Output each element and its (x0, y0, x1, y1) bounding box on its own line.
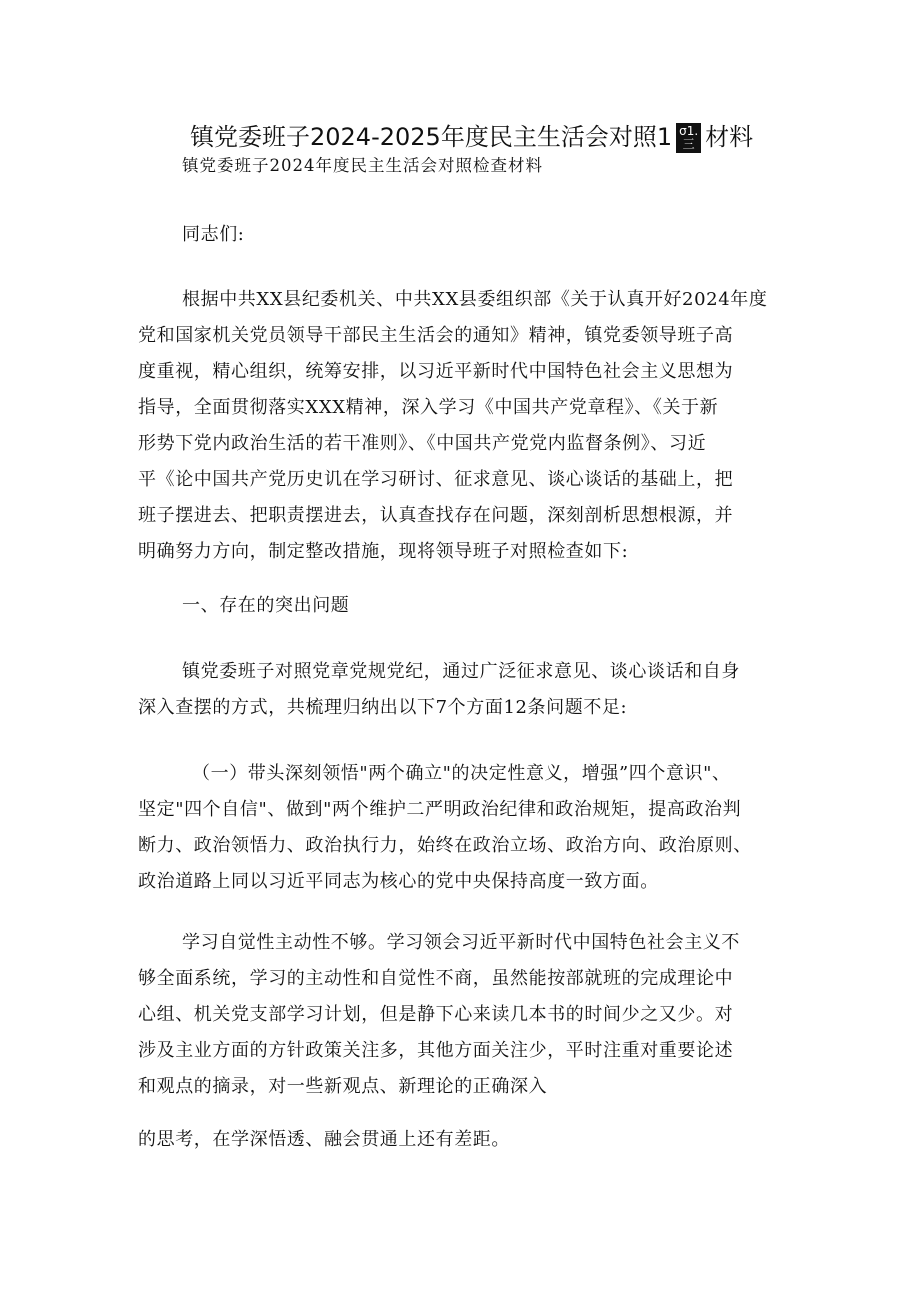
salutation: 同志们: (182, 224, 245, 245)
item-one-paragraph: （一）带头深刻领悟"两个确立"的决定性意义，增强”四个意识"、 坚定"四个自信"、做到"两个维护二严明政治纪律和政治规矩，提高政治判 断力、政治领悟力、政治执行力，始终在政治立场、政治方向、政治原则、 政治道路上同以习近平同志为核心的党中央保持高度一致方面。 (138, 763, 752, 892)
title-stamp: σ1. 三 (676, 123, 701, 153)
intro-paragraph: 根据中共XX县纪委机关、中共XX县委组织部《关于认真开好2024年度 党和国家机关党员领导干部民主生活会的通知》精神，镇党委领导班子高 度重视，精心组织，统筹安排，以习近平新时代中国特色社会主义思想为 指导，全面贯彻落实XXX精神，深入学习《中国共产党章程》、《关于新 形势下党内政治生活的若干准则》、《中国共产党党内监督条例》、习近 平《论中国共产党历史讥在学习研讨、征求意见、谈心谈话的基础上，把 班子摆进去、把职责摆进去，认真查找存在问题，深刻剖析思想根源，并 明确努力方向，制定整改措施，现将领导班子对照检查如下: (138, 289, 768, 562)
section-heading: 一、存在的突出问题 (182, 595, 350, 616)
title-text: 镇党委班子2024-2025年度民主生活会对照1 (190, 123, 673, 151)
continuation-paragraph: 的思考，在学深悟透、融会贯通上还有差距。 (138, 1129, 510, 1150)
summary-paragraph: 镇党委班子对照党章党规党纪，通过广泛征求意见、谈心谈话和自身 深入查摆的方式，共梳理归纳出以下7个方面12条问题不足: (138, 661, 740, 718)
document-subtitle: 镇党委班子2024年度民主生活会对照检查材料 (182, 156, 543, 175)
study-paragraph: 学习自觉性主动性不够。学习领会习近平新时代中国特色社会主义不 够全面系统，学习的主动性和自觉性不商，虽然能按部就班的完成理论中 心组、机关党支部学习计划，但是静下心来读几本书的时间少之又少。对 涉及主业方面的方针政策关注多，其他方面关注少，平时注重对重要论述 和观点的摘录，对一些新观点、新理论的正确深入 (138, 932, 740, 1097)
title-suffix: 材料 (705, 123, 754, 151)
